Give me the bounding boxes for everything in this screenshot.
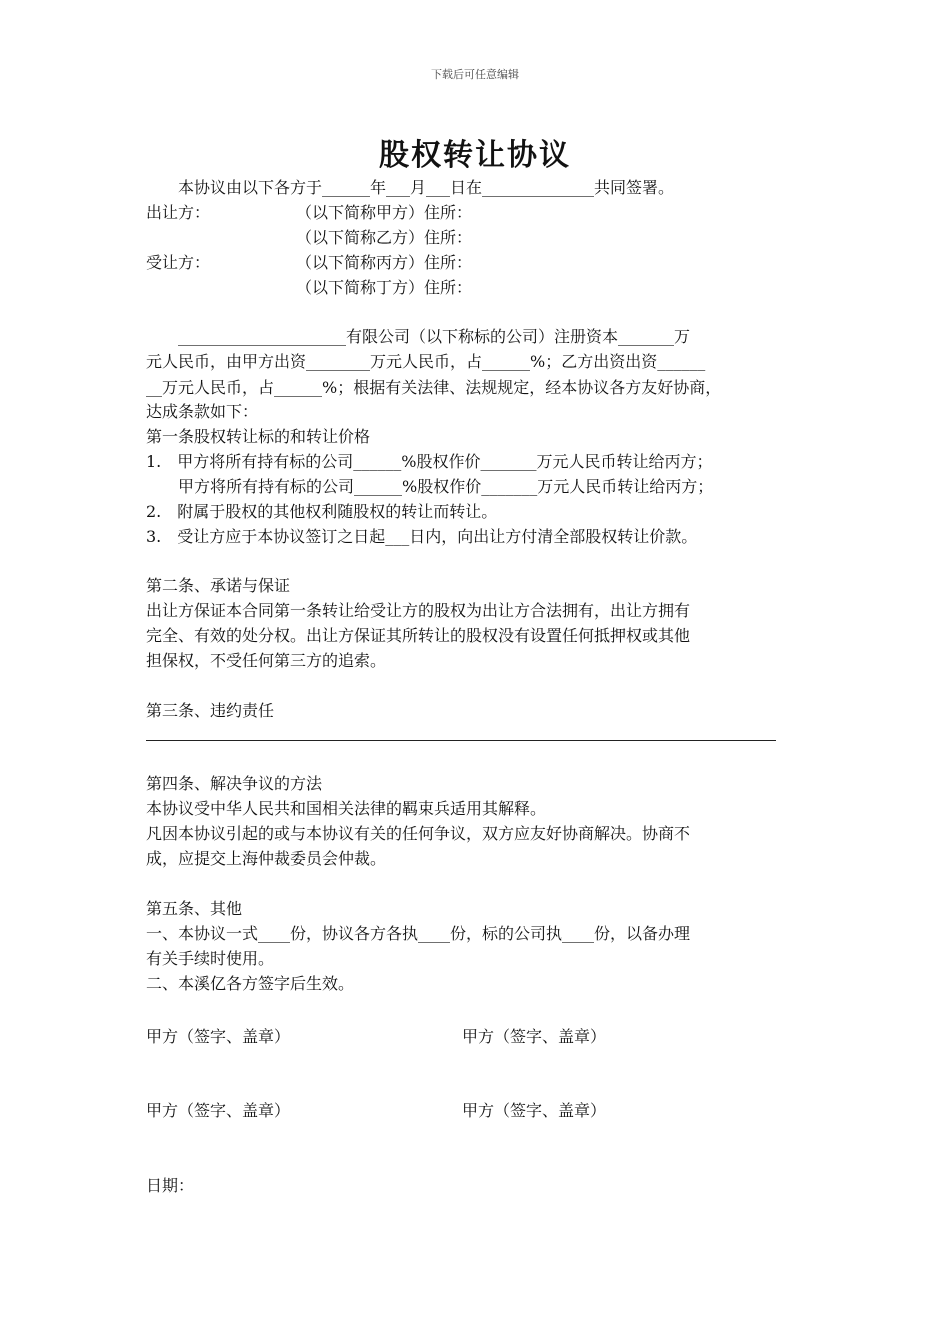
document-title: 股权转让协议 [379, 138, 571, 173]
paragraph-line: 成，应提交上海仲裁委员会仲裁。 [146, 849, 387, 868]
transferor-label: 出让方： [146, 203, 211, 222]
article-1-item: 1. 甲方将所有持有标的公司______%股权作价_______万元人民币转让给丙方； [146, 452, 713, 471]
signature-label: 甲方（签字、盖章） [462, 1101, 607, 1120]
paragraph-line: 元人民币，由甲方出资________万元人民币，占______%；乙方出资出资______ [146, 352, 706, 371]
transferor-party-b: （以下简称乙方）住所： [296, 228, 473, 247]
paragraph-line: 一、本协议一式____份，协议各方各执____份，标的公司执____份，以备办理 [146, 924, 691, 943]
article-1-item: 3. 受让方应于本协议签订之日起___日内，向出让方付清全部股权转让价款。 [146, 527, 698, 546]
paragraph-line: 担保权，不受任何第三方的追索。 [146, 651, 387, 670]
date-label: 日期： [146, 1176, 195, 1195]
signature-label: 甲方（签字、盖章） [146, 1027, 291, 1046]
article-1-item: 甲方将所有持有标的公司______%股权作价_______万元人民币转让给丙方； [146, 477, 714, 496]
article-1-item: 2. 附属于股权的其他权利随股权的转让而转让。 [146, 502, 498, 521]
fill-in-blank-line [146, 740, 776, 741]
signature-label: 甲方（签字、盖章） [462, 1027, 607, 1046]
paragraph-line: 有关手续时使用。 [146, 949, 275, 968]
transferee-party-c: （以下简称丙方）住所： [296, 253, 473, 272]
paragraph-line: 达成条款如下： [146, 402, 259, 421]
signature-label: 甲方（签字、盖章） [146, 1101, 291, 1120]
article-3-heading: 第三条、违约责任 [146, 701, 275, 720]
article-4-heading: 第四条、解决争议的方法 [146, 774, 323, 793]
transferor-party-a: （以下简称甲方）住所： [296, 203, 473, 222]
transferee-label: 受让方： [146, 253, 211, 272]
paragraph-line: _____________________有限公司（以下称标的公司）注册资本_______万 [146, 327, 691, 346]
intro-line: 本协议由以下各方于______年___月___日在______________共同签署。 [146, 178, 675, 197]
paragraph-line: 出让方保证本合同第一条转让给受让方的股权为出让方合法拥有，出让方拥有 [146, 601, 691, 620]
article-2-heading: 第二条、承诺与保证 [146, 576, 291, 595]
page-header-note: 下载后可任意编辑 [431, 68, 519, 81]
paragraph-line: 完全、有效的处分权。出让方保证其所转让的股权没有设置任何抵押权或其他 [146, 626, 691, 645]
paragraph-line: 本协议受中华人民共和国相关法律的羁束兵适用其解释。 [146, 799, 547, 818]
paragraph-line: __万元人民币，占______%；根据有关法律、法规规定，经本协议各方友好协商， [146, 378, 722, 397]
transferee-party-d: （以下简称丁方）住所： [296, 278, 473, 297]
article-1-heading: 第一条股权转让标的和转让价格 [146, 427, 371, 446]
paragraph-line: 凡因本协议引起的或与本协议有关的任何争议，双方应友好协商解决。协商不 [146, 824, 691, 843]
paragraph-line: 二、本溪亿各方签字后生效。 [146, 974, 355, 993]
article-5-heading: 第五条、其他 [146, 899, 243, 918]
